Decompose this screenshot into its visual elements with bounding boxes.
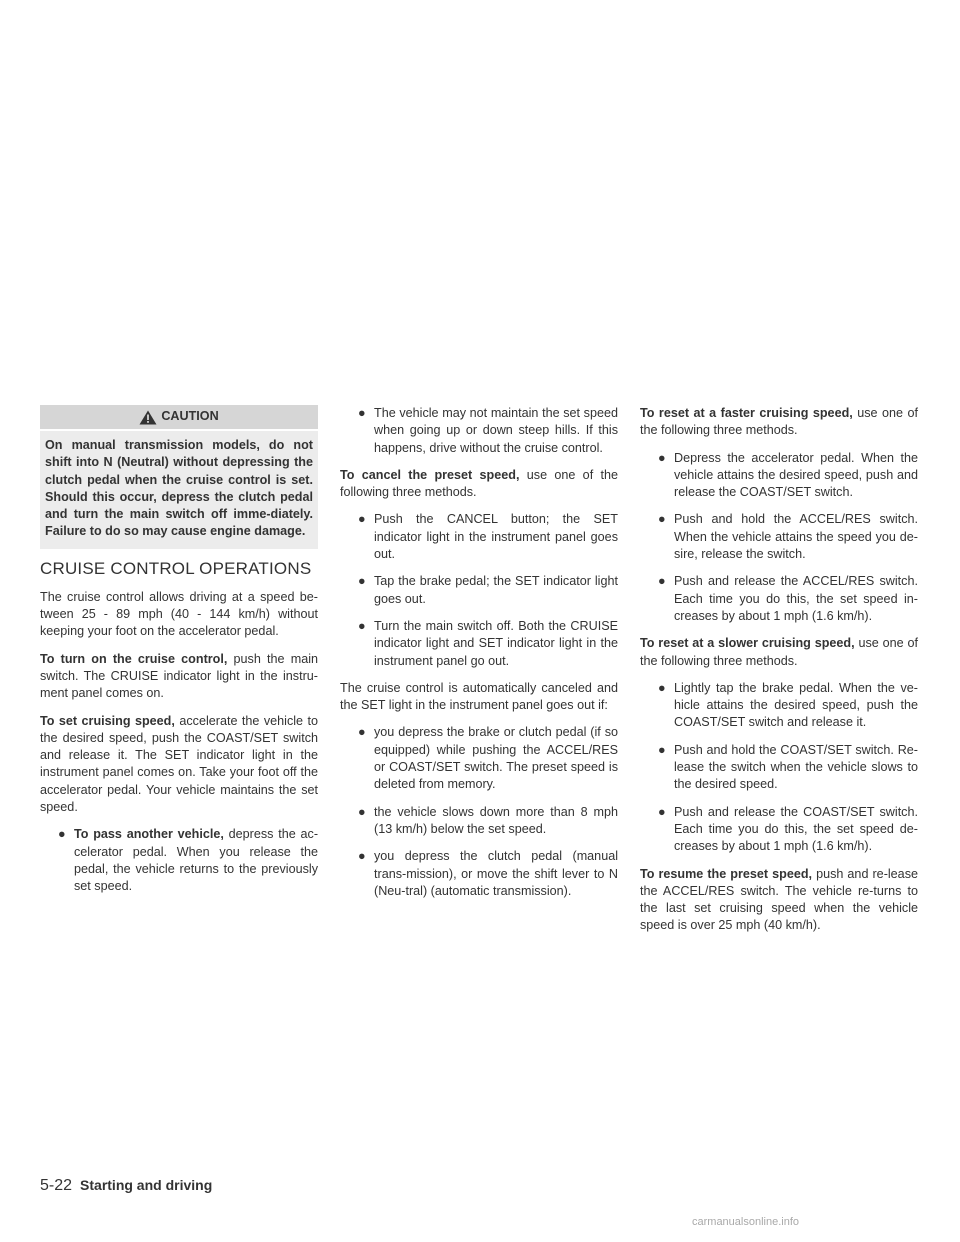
footer-section-name: Starting and driving bbox=[80, 1177, 213, 1193]
column-3 bbox=[640, 405, 918, 945]
faster-bullet-text: Push and release the ACCEL/RES switch. Each time you do this, the set speed in-creases by about 1 mph (1.6 km/h). bbox=[674, 574, 918, 623]
bullet-icon: ● bbox=[358, 725, 366, 740]
auto-cancel-paragraph: The cruise control is automatically canceled and the SET light in the instrument panel goes out if: bbox=[340, 680, 618, 713]
bullet-icon: ● bbox=[58, 827, 66, 842]
slower-bullet-text: Lightly tap the brake pedal. When the ve-hicle attains the desired speed, push the COAST/SET switch and release it. bbox=[674, 680, 918, 730]
list-item bbox=[40, 826, 318, 895]
auto-cancel-bullet-text: you depress the clutch pedal (manual trans-mission), or move the shift lever to N (Neu-tral) (automatic transmission). bbox=[374, 849, 618, 898]
faster-bullets bbox=[640, 450, 918, 626]
cancel-bullets bbox=[340, 511, 618, 669]
list-item bbox=[340, 804, 618, 839]
pass-vehicle-lead: To pass another vehicle, bbox=[74, 827, 224, 842]
cancel-bullet-text: Turn the main switch off. Both the CRUISE indicator light and SET indicator light in the instrument panel go out. bbox=[374, 618, 618, 668]
faster-bullet-text: Depress the accelerator pedal. When the vehicle attains the desired speed, push and release the COAST/SET switch. bbox=[674, 450, 918, 500]
list-item bbox=[340, 724, 618, 793]
bullet-icon: ● bbox=[658, 680, 666, 695]
faster-paragraph bbox=[640, 405, 918, 440]
slower-paragraph bbox=[640, 635, 918, 670]
set-speed-bullets bbox=[40, 826, 318, 895]
bullet-icon: ● bbox=[358, 849, 366, 864]
bullet-icon: ● bbox=[658, 804, 666, 819]
auto-cancel-bullets bbox=[340, 724, 618, 900]
watermark: carmanualsonline.info bbox=[692, 1216, 800, 1228]
cancel-lead: To cancel the preset speed, bbox=[340, 467, 520, 482]
warning-icon bbox=[139, 410, 157, 425]
list-item bbox=[340, 573, 618, 608]
bullet-icon: ● bbox=[658, 742, 666, 757]
resume-lead: To resume the preset speed, bbox=[640, 866, 813, 881]
list-item bbox=[640, 680, 918, 732]
list-item bbox=[640, 804, 918, 856]
auto-cancel-bullet-text: the vehicle slows down more than 8 mph (13 km/h) below the set speed. bbox=[374, 804, 618, 836]
cancel-text: use one of the following three methods. bbox=[340, 467, 618, 500]
caution-title: CAUTION bbox=[161, 409, 219, 424]
pass-vehicle-text: depress the ac-celerator pedal. When you release the pedal, the vehicle returns to the previously set speed. bbox=[74, 827, 319, 894]
faster-lead: To reset at a faster cruising speed, bbox=[640, 406, 853, 420]
hills-bullet-list bbox=[340, 405, 618, 457]
slower-text: use one of the following three methods. bbox=[640, 636, 918, 668]
intro-paragraph: The cruise control allows driving at a speed be-tween 25 - 89 mph (40 - 144 km/h) without keeping your foot on the accelerator pedal. bbox=[40, 589, 318, 639]
caution-text: On manual transmission models, do not shift into N (Neutral) without depressing the clutch pedal when the cruise control is set. Should this occur, depress the clutch pedal and turn the main switch off imme-diately. Failure to do so may cause engine damage. bbox=[40, 431, 318, 549]
cancel-bullet-text: Tap the brake pedal; the SET indicator light goes out. bbox=[374, 574, 618, 606]
section-heading: CRUISE CONTROL OPERATIONS bbox=[40, 558, 312, 578]
cancel-paragraph bbox=[340, 467, 618, 502]
cancel-bullet-text: Push the CANCEL button; the SET indicator light in the instrument panel goes out. bbox=[374, 512, 618, 562]
turn-on-text: push the main switch. The CRUISE indicator light in the instru-ment panel comes on. bbox=[40, 651, 319, 701]
auto-cancel-bullet-text: you depress the brake or clutch pedal (if so equipped) while pushing the ACCEL/RES or COAST/SET switch. The preset speed is deleted from memory. bbox=[374, 725, 618, 792]
bullet-icon: ● bbox=[658, 450, 666, 465]
turn-on-paragraph bbox=[40, 651, 318, 703]
bullet-icon: ● bbox=[658, 512, 666, 527]
resume-paragraph bbox=[640, 866, 918, 935]
column-1 bbox=[40, 405, 318, 906]
set-speed-paragraph bbox=[40, 713, 318, 817]
turn-on-lead: To turn on the cruise control, bbox=[40, 651, 228, 666]
page-number: 5-22 bbox=[40, 1177, 73, 1194]
slower-bullet-text: Push and hold the COAST/SET switch. Re-lease the switch when the vehicle slows to the desired speed. bbox=[674, 742, 918, 792]
slower-bullets bbox=[640, 680, 918, 856]
list-item bbox=[340, 405, 618, 457]
faster-bullet-text: Push and hold the ACCEL/RES switch. When the vehicle attains the speed you de-sire, release the switch. bbox=[674, 512, 918, 562]
slower-lead: To reset at a slower cruising speed, bbox=[640, 636, 855, 651]
list-item bbox=[340, 511, 618, 563]
bullet-icon: ● bbox=[358, 574, 366, 589]
bullet-icon: ● bbox=[658, 574, 666, 589]
column-2 bbox=[340, 405, 618, 910]
hills-text: The vehicle may not maintain the set speed when going up or down steep hills. If this happens, drive without the cruise control. bbox=[374, 406, 618, 455]
faster-text: use one of the following three methods. bbox=[640, 406, 919, 438]
list-item bbox=[340, 618, 618, 670]
set-speed-lead: To set cruising speed, bbox=[40, 713, 175, 728]
bullet-icon: ● bbox=[358, 804, 366, 819]
list-item bbox=[640, 450, 918, 502]
caution-header bbox=[40, 405, 318, 429]
bullet-icon: ● bbox=[358, 406, 366, 420]
list-item bbox=[340, 848, 618, 900]
set-speed-text: accelerate the vehicle to the desired speed, push the COAST/SET switch and release it. The SET indicator light in the instrument panel comes on. Take your foot off the accelerator pedal. Your vehicle maintains the set speed. bbox=[40, 713, 319, 815]
list-item bbox=[640, 573, 918, 625]
list-item bbox=[640, 511, 918, 563]
list-item bbox=[640, 742, 918, 794]
bullet-icon: ● bbox=[358, 618, 366, 633]
slower-bullet-text: Push and release the COAST/SET switch. Each time you do this, the set speed de-creases by about 1 mph (1.6 km/h). bbox=[674, 804, 918, 854]
page-footer bbox=[40, 1177, 212, 1195]
resume-text: push and re-lease the ACCEL/RES switch. The vehicle re-turns to the last set cruising speed when the vehicle speed is over 25 mph (40 km/h). bbox=[640, 866, 918, 933]
bullet-icon: ● bbox=[358, 512, 366, 527]
